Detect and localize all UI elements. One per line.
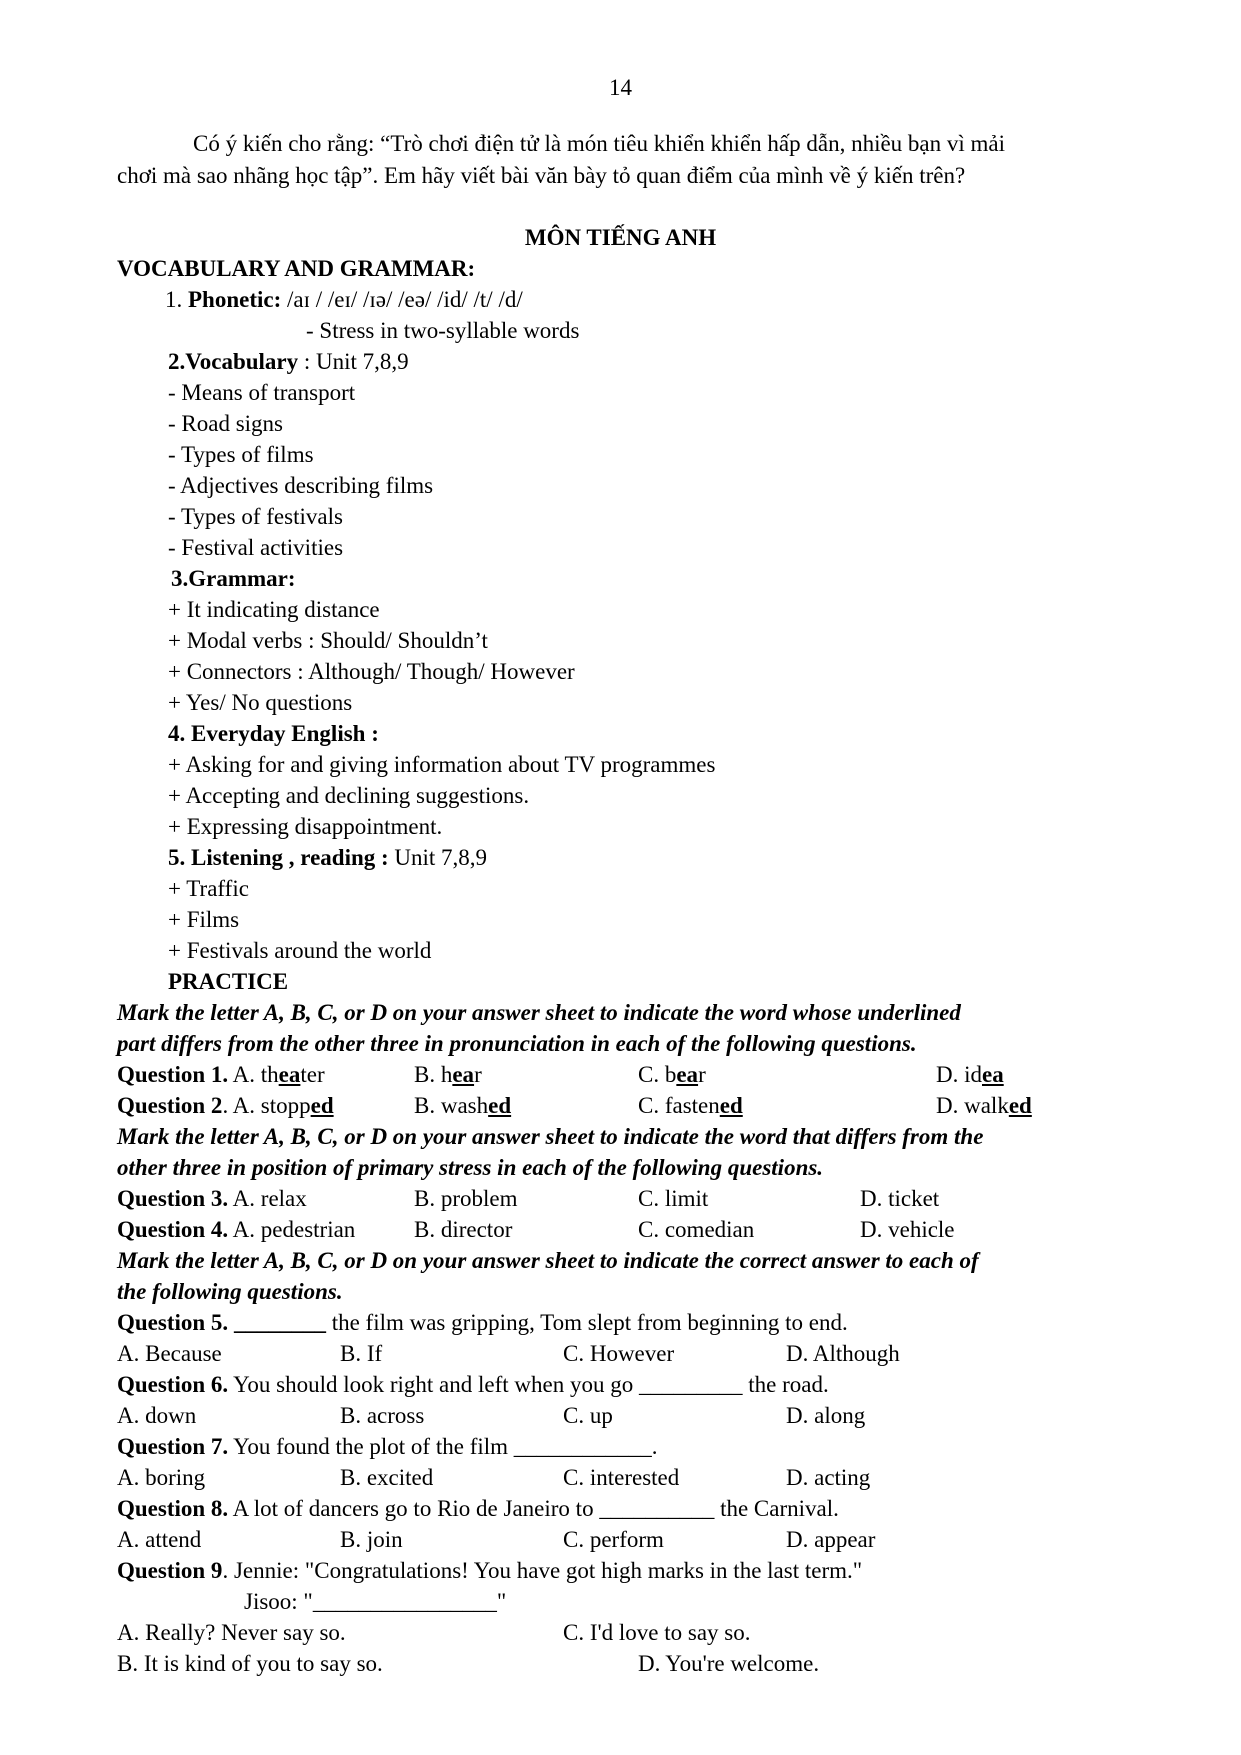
q5-option-b: B. If xyxy=(340,1341,383,1366)
everyday-item: + Expressing disappointment. xyxy=(168,814,443,839)
q8-option-c: C. perform xyxy=(563,1527,664,1552)
vocabulary-label: 2.Vocabulary xyxy=(168,349,299,374)
q5-option-d: D. Although xyxy=(786,1341,900,1366)
question-label: Question 4. xyxy=(117,1217,229,1242)
option-text: D. id xyxy=(936,1062,982,1087)
q2-option-b xyxy=(414,1090,511,1121)
listening-value: Unit 7,8,9 xyxy=(388,845,488,870)
q6-option-b: B. across xyxy=(340,1403,425,1428)
option-text: D. walk xyxy=(936,1093,1009,1118)
question-label: Question 7. xyxy=(117,1434,229,1459)
question-6 xyxy=(117,1369,829,1400)
vocabulary-item: - Types of films xyxy=(168,442,314,467)
question-stem: You found the plot of the film ____________. xyxy=(228,1434,658,1459)
underlined-part: ed xyxy=(719,1093,743,1118)
option-text: B. h xyxy=(414,1062,453,1087)
everyday-item: + Asking for and giving information about TV programmes xyxy=(168,752,716,777)
option-text: r xyxy=(474,1062,482,1087)
everyday-label: 4. Everyday English : xyxy=(168,721,379,746)
underlined-part: ea xyxy=(676,1062,699,1087)
underlined-part: ea xyxy=(452,1062,475,1087)
grammar-label: 3.Grammar: xyxy=(171,566,296,591)
underlined-part: ea xyxy=(982,1062,1004,1087)
vocabulary-item: - Road signs xyxy=(168,411,283,436)
q7-option-d: D. acting xyxy=(786,1465,871,1490)
question-4 xyxy=(117,1214,355,1245)
question-label: Question 2 xyxy=(117,1093,223,1118)
vocabulary-item: - Festival activities xyxy=(168,535,344,560)
underlined-part: ed xyxy=(488,1093,512,1118)
listening-item: + Films xyxy=(168,907,240,932)
listening-item: + Traffic xyxy=(168,876,249,901)
vocabulary-item: - Types of festivals xyxy=(168,504,343,529)
q9-option-a: A. Really? Never say so. xyxy=(117,1620,346,1645)
page-number: 14 xyxy=(609,75,632,100)
instruction-pronunciation-1: Mark the letter A, B, C, or D on your answer sheet to indicate the word whose underlined xyxy=(117,1000,961,1025)
phonetic-line xyxy=(165,284,523,315)
section-title: VOCABULARY AND GRAMMAR: xyxy=(117,256,476,281)
option-text: B. wash xyxy=(414,1093,489,1118)
subject-title: MÔN TIẾNG ANH xyxy=(524,225,717,250)
q2-option-d xyxy=(936,1090,1032,1121)
option-text: A. th xyxy=(228,1062,279,1087)
question-3 xyxy=(117,1183,307,1214)
option-text: C. fasten xyxy=(638,1093,720,1118)
q4-option-d: D. vehicle xyxy=(860,1217,955,1242)
question-2 xyxy=(117,1090,334,1121)
vocabulary-line xyxy=(168,346,409,377)
underlined-part: ed xyxy=(310,1093,334,1118)
grammar-item: + Yes/ No questions xyxy=(168,690,353,715)
underlined-part: ea xyxy=(278,1062,301,1087)
question-8 xyxy=(117,1493,839,1524)
question-7 xyxy=(117,1431,658,1462)
q9-option-b: B. It is kind of you to say so. xyxy=(117,1651,383,1676)
vocabulary-item: - Adjectives describing films xyxy=(168,473,434,498)
question-label: Question 8. xyxy=(117,1496,229,1521)
practice-label: PRACTICE xyxy=(168,969,289,994)
question-stem: You should look right and left when you go _________ the road. xyxy=(228,1372,829,1397)
q8-option-b: B. join xyxy=(340,1527,403,1552)
q7-option-b: B. excited xyxy=(340,1465,434,1490)
everyday-item: + Accepting and declining suggestions. xyxy=(168,783,530,808)
question-stem: the film was gripping, Tom slept from beginning to end. xyxy=(325,1310,848,1335)
q3-option-c: C. limit xyxy=(638,1186,709,1211)
q7-option-a: A. boring xyxy=(117,1465,206,1490)
q3-option-d: D. ticket xyxy=(860,1186,940,1211)
q5-option-c: C. However xyxy=(563,1341,675,1366)
question-1 xyxy=(117,1059,325,1090)
option-text: . A. stopp xyxy=(222,1093,311,1118)
phonetic-value: /aɪ / /eɪ/ /ɪə/ /eə/ /id/ /t/ /d/ xyxy=(281,287,523,312)
q7-option-c: C. interested xyxy=(563,1465,680,1490)
instruction-correct-1: Mark the letter A, B, C, or D on your answer sheet to indicate the correct answer to each of xyxy=(117,1248,979,1273)
grammar-item: + It indicating distance xyxy=(168,597,380,622)
q8-option-d: D. appear xyxy=(786,1527,876,1552)
instruction-stress-1: Mark the letter A, B, C, or D on your answer sheet to indicate the word that differs from the xyxy=(117,1124,984,1149)
essay-line-1: Có ý kiến cho rằng: “Trò chơi điện tử là món tiêu khiển khiển hấp dẫn, nhiều bạn vì mải xyxy=(193,131,1006,156)
underlined-part: ed xyxy=(1008,1093,1032,1118)
q5-option-a: A. Because xyxy=(117,1341,222,1366)
listening-label: 5. Listening , reading : xyxy=(168,845,389,870)
vocabulary-item: - Means of transport xyxy=(168,380,356,405)
question-stem: . Jennie: "Congratulations! You have got high marks in the last term." xyxy=(222,1558,863,1583)
q6-option-d: D. along xyxy=(786,1403,866,1428)
q6-option-c: C. up xyxy=(563,1403,613,1428)
blank: ________ xyxy=(233,1310,326,1335)
phonetic-sub: - Stress in two-syllable words xyxy=(306,318,580,343)
option-text: r xyxy=(698,1062,706,1087)
question-9 xyxy=(117,1555,862,1586)
listening-item: + Festivals around the world xyxy=(168,938,432,963)
q6-option-a: A. down xyxy=(117,1403,197,1428)
question-label: Question 6. xyxy=(117,1372,229,1397)
grammar-item: + Connectors : Although/ Though/ However xyxy=(168,659,575,684)
q1-option-d xyxy=(936,1059,1004,1090)
question-stem: A lot of dancers go to Rio de Janeiro to __________ the Carnival. xyxy=(228,1496,839,1521)
listening-line xyxy=(168,842,487,873)
question-label: Question 1. xyxy=(117,1062,229,1087)
q9-option-d: D. You're welcome. xyxy=(638,1651,820,1676)
essay-line-2: chơi mà sao nhãng học tập”. Em hãy viết bài văn bày tỏ quan điểm của mình về ý kiến trên? xyxy=(117,163,966,188)
grammar-item: + Modal verbs : Should/ Shouldn’t xyxy=(168,628,488,653)
instruction-correct-2: the following questions. xyxy=(117,1279,343,1304)
question-label: Question 9 xyxy=(117,1558,223,1583)
q4-option-b: B. director xyxy=(414,1217,513,1242)
q1-option-b xyxy=(414,1059,482,1090)
q3-option-b: B. problem xyxy=(414,1186,518,1211)
q9-option-c: C. I'd love to say so. xyxy=(563,1620,751,1645)
q1-option-c xyxy=(638,1059,706,1090)
instruction-stress-2: other three in position of primary stress in each of the following questions. xyxy=(117,1155,824,1180)
phonetic-label: Phonetic: xyxy=(188,287,282,312)
option-a: A. pedestrian xyxy=(228,1217,356,1242)
instruction-pronunciation-2: part differs from the other three in pronunciation in each of the following questions. xyxy=(117,1031,917,1056)
q2-option-c xyxy=(638,1090,743,1121)
q9-reply: Jisoo: "________________" xyxy=(244,1589,507,1614)
question-label: Question 5. xyxy=(117,1310,229,1335)
q8-option-a: A. attend xyxy=(117,1527,202,1552)
q4-option-c: C. comedian xyxy=(638,1217,755,1242)
option-text: ter xyxy=(300,1062,325,1087)
vocabulary-value: : Unit 7,8,9 xyxy=(298,349,409,374)
option-a: A. relax xyxy=(228,1186,307,1211)
question-5 xyxy=(117,1307,848,1338)
option-text: C. b xyxy=(638,1062,677,1087)
phonetic-number: 1. xyxy=(165,287,188,312)
question-label: Question 3. xyxy=(117,1186,229,1211)
